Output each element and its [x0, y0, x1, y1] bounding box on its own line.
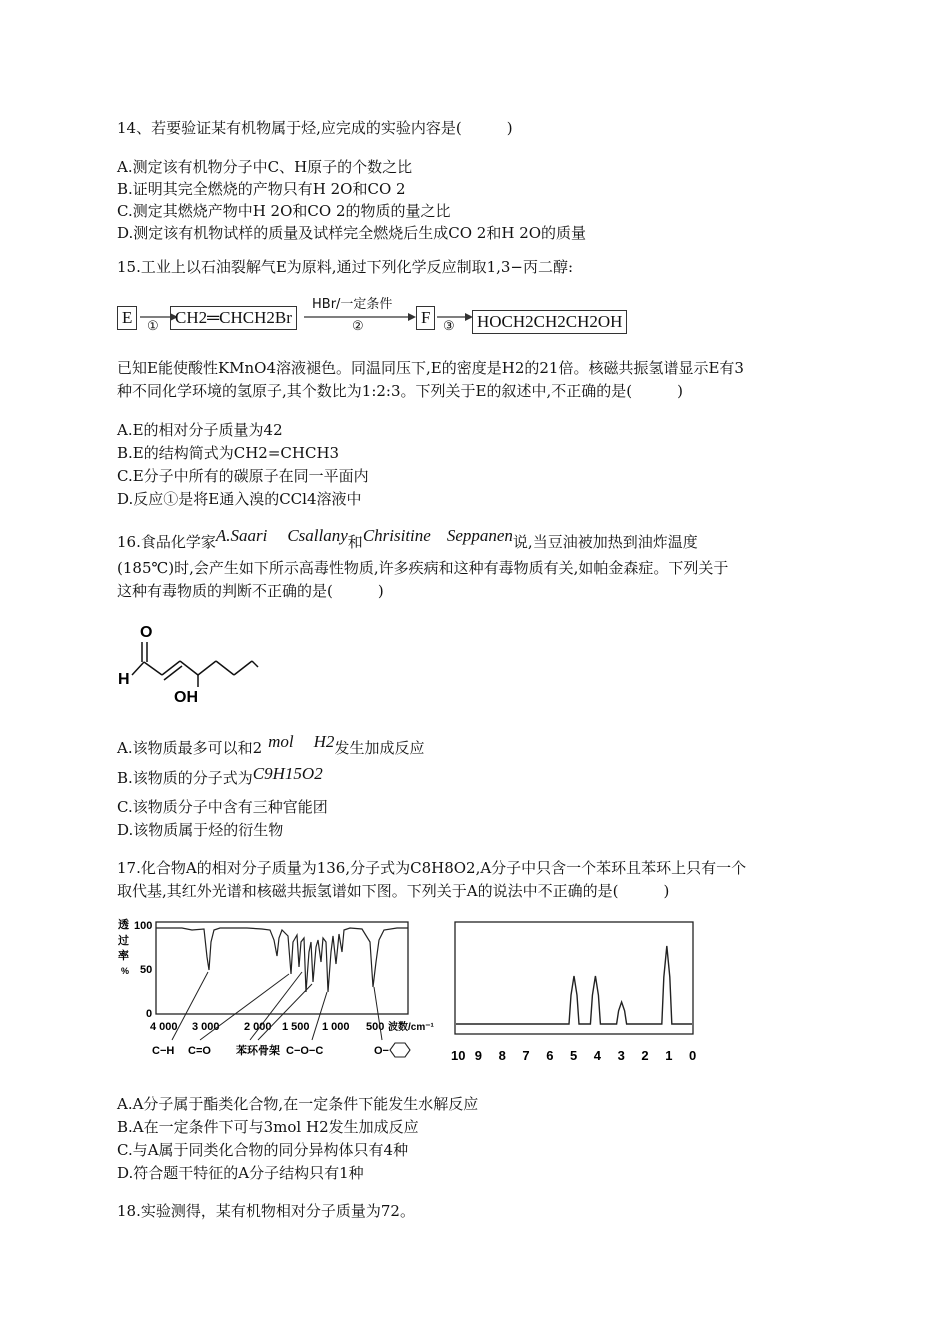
q16-structure — [110, 615, 260, 710]
ir-curve — [156, 928, 408, 992]
q16-stem-line3: 这种有毒物质的判断不正确的是( ) — [117, 582, 384, 600]
ir-xtick-1000: 1 000 — [322, 1021, 350, 1033]
q17-option-b: B.A在一定条件下可与3mol H2发生加成反应 — [117, 1118, 419, 1136]
bond-c4c5 — [198, 661, 216, 675]
ir-ylabel-2: 率 — [118, 950, 129, 962]
q16-option-a — [117, 732, 425, 758]
nmr-xtick: 0 — [689, 1048, 697, 1063]
q16-option-a-h2: H2 — [313, 732, 335, 751]
q16-stem-line1 — [117, 526, 698, 552]
ir-label-coc: C−O−C — [286, 1045, 324, 1057]
q16-name-3: Chrisitine — [362, 526, 431, 545]
ir-label-ophenyl: O− — [374, 1045, 389, 1057]
nmr-xtick: 2 — [641, 1048, 649, 1063]
q15-option-b: B.E的结构简式为CH2=CHCH3 — [117, 444, 340, 462]
q17-stem-line2: 取代基,其红外光谱和核磁共振氢谱如下图。下列关于A的说法中不正确的是( ) — [117, 882, 670, 900]
q15-option-d: D.反应①是将E通入溴的CCl4溶液中 — [117, 490, 362, 508]
q15-option-c: C.E分子中所有的碳原子在同一平面内 — [117, 467, 369, 485]
bond-c1c2 — [144, 662, 162, 675]
ir-ytick-50: 50 — [140, 964, 153, 976]
q16-and: 和 — [347, 533, 363, 551]
ir-frame — [156, 922, 408, 1014]
ir-xtick-500: 500 — [366, 1021, 385, 1033]
q17-option-c: C.与A属于同类化合物的同分异构体只有4种 — [117, 1141, 409, 1159]
nmr-xtick: 10 — [451, 1048, 466, 1063]
nmr-xtick: 1 — [665, 1048, 673, 1063]
ir-xtick-4000: 4 000 — [150, 1021, 178, 1033]
bond-ch — [132, 662, 144, 675]
scheme-arrow-3 — [435, 300, 475, 335]
q17-option-a: A.A分子属于酯类化合物,在一定条件下能发生水解反应 — [117, 1095, 479, 1113]
bond-c3c4 — [180, 661, 198, 675]
q14-option-c: C.测定其燃烧产物中H 2O和CO 2的物质的量之比 — [117, 202, 451, 220]
q18-stem: 18.实验测得，某有机物相对分子质量为72。 — [117, 1202, 415, 1220]
q17-stem-line1: 17.化合物A的相对分子质量为136,分子式为C8H8O2,A分子中只含一个苯环且苯环上只有一个 — [117, 859, 747, 877]
nmr-xtick: 6 — [546, 1048, 554, 1063]
ir-xtick-2000: 2 000 — [244, 1021, 272, 1033]
q17-nmr-spectrum — [440, 920, 710, 1068]
q15-para-line1: 已知E能使酸性KMnO4溶液褪色。同温同压下,E的密度是H2的21倍。核磁共振氢谱显示E有3 — [117, 359, 744, 377]
q14-stem: 14、若要验证某有机物属于烃,应完成的实验内容是( ) — [117, 119, 513, 137]
scheme-allyl-bromide-box: CH2═CHCH2Br — [170, 306, 297, 330]
nmr-xtick: 4 — [593, 1048, 602, 1063]
ir-label-benzene: 苯环骨架 — [236, 1045, 280, 1057]
q15-para-line2: 种不同化学环境的氢原子,其个数比为1:2:3。下列关于E的叙述中,不正确的是( ) — [117, 382, 683, 400]
nmr-xtick: 5 — [570, 1048, 578, 1063]
ir-xtick-3000: 3 000 — [192, 1021, 220, 1033]
q16-option-d: D.该物质属于烃的衍生物 — [117, 821, 284, 839]
ir-ytick-100: 100 — [134, 920, 153, 932]
q17-ir-spectrum — [112, 912, 434, 1064]
ir-label-ch: C−H — [152, 1045, 175, 1057]
q16-option-b-formula: C9H15O2 — [252, 764, 323, 783]
q16-option-a-pre: A.该物质最多可以和2 — [117, 739, 263, 757]
q15-stem: 15.工业上以石油裂解气E为原料,通过下列化学反应制取1,3−丙二醇: — [117, 258, 574, 276]
q16-option-b-pre: B.该物质的分子式为 — [117, 769, 253, 787]
q16-option-b — [117, 764, 323, 788]
struct-h-label: H — [118, 671, 130, 688]
scheme-step-1: ① — [147, 319, 159, 334]
bond-c7c8 — [252, 661, 258, 667]
scheme-product-box: HOCH2CH2CH2OH — [472, 310, 627, 334]
q16-stem-line2: (185℃)时,会产生如下所示高毒性物质,许多疾病和这种有毒物质有关,如帕金森症。下列关于 — [117, 559, 729, 577]
nmr-xtick: 8 — [498, 1048, 506, 1063]
scheme-e-box: E — [117, 306, 137, 330]
ir-ylabel-1: 过 — [118, 935, 129, 947]
bond-c5c6 — [216, 661, 234, 675]
nmr-xtick: 7 — [522, 1048, 530, 1063]
nmr-xtick: 3 — [617, 1048, 625, 1063]
q14-option-d: D.测定该有机物试样的质量及试样完全燃烧后生成CO 2和H 2O的质量 — [117, 224, 587, 242]
scheme-step-3: ③ — [443, 319, 455, 334]
q16-stem-pre: 16.食品化学家 — [117, 533, 216, 551]
q16-stem-post: 说,当豆油被加热到油炸温度 — [512, 533, 698, 551]
q14-option-a: A.测定该有机物分子中C、H原子的个数之比 — [117, 158, 413, 176]
q15-option-a: A.E的相对分子质量为42 — [117, 421, 283, 439]
q16-option-c: C.该物质分子中含有三种官能团 — [117, 798, 328, 816]
ir-ytick-0: 0 — [146, 1008, 153, 1020]
ir-ylabel-3: % — [121, 966, 130, 976]
bond-c6c7 — [234, 661, 252, 675]
q16-name-1: A.Saari — [215, 526, 268, 545]
q17-option-d: D.符合题干特征的A分子结构只有1种 — [117, 1164, 364, 1182]
ir-xunit: 波数/cm⁻¹ — [388, 1022, 434, 1033]
ir-benzene-ring-icon — [390, 1043, 410, 1057]
q16-option-a-post: 发生加成反应 — [334, 739, 425, 757]
q16-option-a-mol: mol — [268, 732, 294, 751]
ir-label-co: C=O — [188, 1045, 211, 1057]
q14-option-b: B.证明其完全燃烧的产物只有H 2O和CO 2 — [117, 180, 406, 198]
bond-c2c3 — [162, 661, 180, 675]
q16-name-4: Seppanen — [446, 526, 513, 545]
ir-ylabel-0: 透 — [118, 919, 129, 931]
struct-oh-label: OH — [174, 689, 198, 706]
ir-xtick-1500: 1 500 — [282, 1021, 310, 1033]
nmr-xtick: 9 — [474, 1048, 483, 1063]
nmr-trace — [456, 946, 692, 1024]
scheme-step-2: ② — [352, 319, 364, 334]
bond-c2c3-double — [164, 666, 182, 680]
q16-name-2: Csallany — [287, 526, 348, 545]
scheme-f-box: F — [416, 306, 435, 330]
struct-o-label: O — [140, 624, 153, 641]
nmr-xticks — [451, 1048, 696, 1063]
scheme-reagent-2: HBr/一定条件 — [312, 297, 393, 312]
